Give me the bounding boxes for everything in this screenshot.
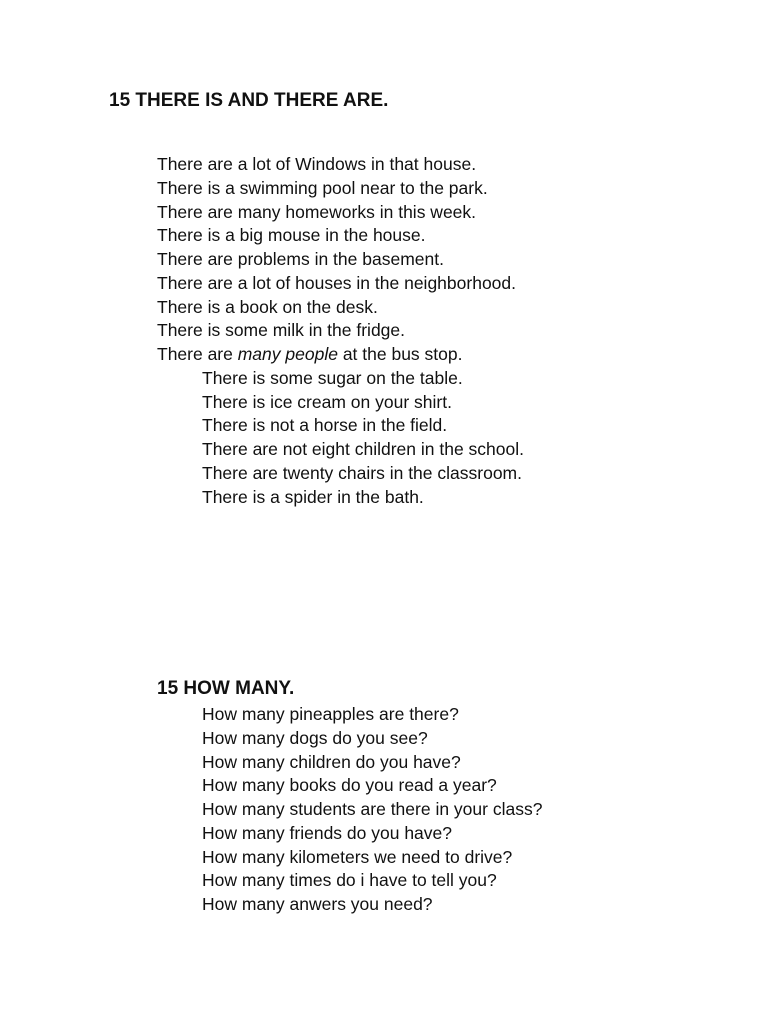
section-heading-how-many: 15 HOW MANY. (157, 678, 295, 699)
item-text-before: There are (157, 344, 238, 364)
item-text: There is some sugar on the table. (202, 367, 463, 388)
item-text: There is some milk in the fridge. (157, 320, 406, 341)
item-text: There are a lot of houses in the neighborhood. (157, 272, 516, 293)
item-text: There is a spider in the bath. (202, 486, 424, 507)
item-text: How many dogs do you see? (202, 727, 428, 748)
item-text: How many children do you have? (202, 751, 461, 772)
item-text-after: at the bus stop. (337, 344, 463, 364)
item-text: How many anwers you need? (202, 894, 433, 914)
item-text: How many friends do you have? (202, 822, 452, 843)
item-text: There is a big mouse in the house. (157, 225, 426, 246)
item-text: There are not eight children in the school. (202, 439, 524, 459)
item-text: There are a lot of Windows in that house. (157, 154, 477, 174)
item-text: There are many homeworks in this week. (157, 201, 477, 222)
item-text: There is a swimming pool near to the park. (157, 177, 488, 198)
item-text: There are twenty chairs in the classroom. (202, 462, 522, 483)
item-text: There is ice cream on your shirt. (202, 391, 452, 412)
item-text (157, 343, 462, 367)
item-text: How many kilometers we need to drive? (202, 846, 513, 867)
section-heading-there-is: 15 THERE IS AND THERE ARE. (109, 90, 389, 111)
item-text: There are problems in the basement. (157, 249, 444, 269)
item-text: There is a book on the desk. (157, 296, 378, 317)
item-text: How many books do you read a year? (202, 775, 497, 796)
item-text: There is not a horse in the field. (202, 415, 448, 436)
item-text: How many pineapples are there? (202, 704, 459, 724)
item-text-italic: many people (237, 344, 338, 364)
item-text: How many students are there in your class? (202, 799, 543, 819)
item-text: How many times do i have to tell you? (202, 870, 497, 891)
